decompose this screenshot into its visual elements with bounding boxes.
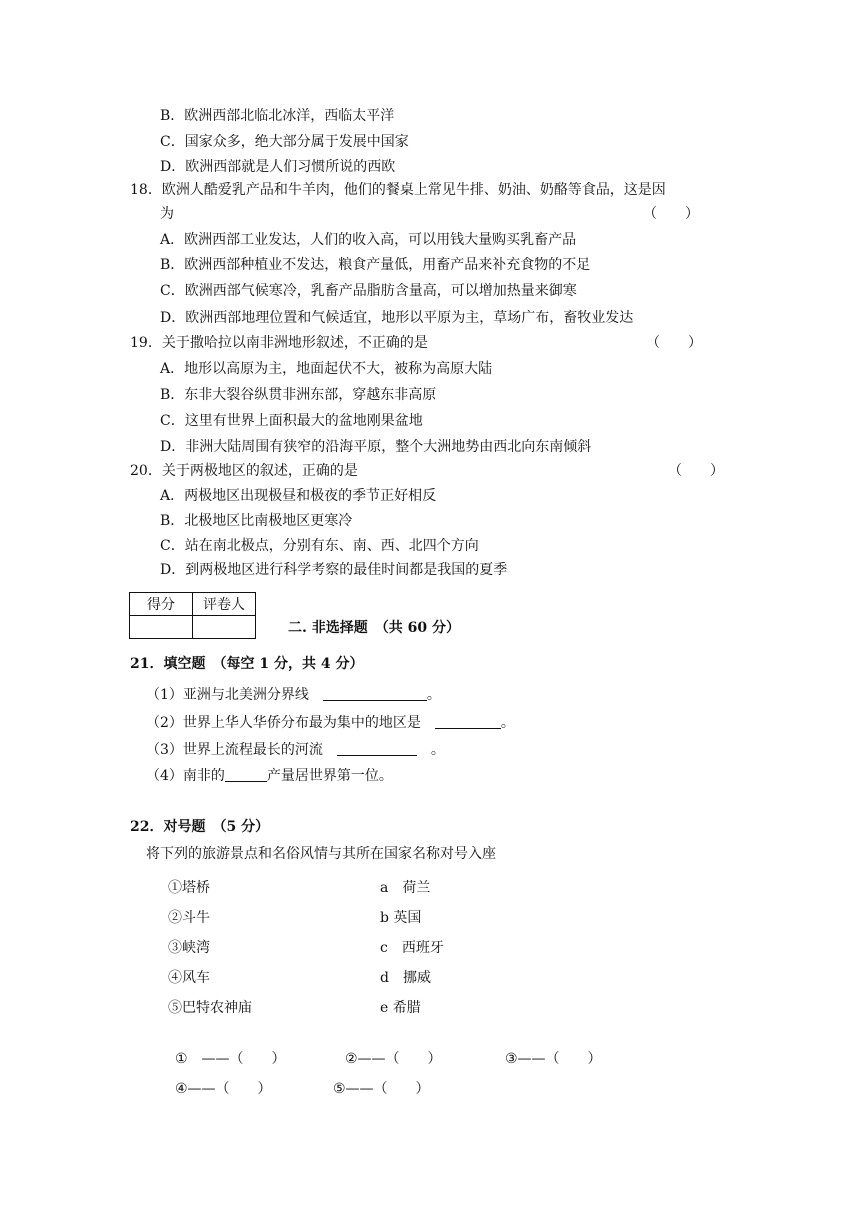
q18-answer-paren: （ ） [643, 206, 699, 222]
grader-cell[interactable] [193, 616, 256, 639]
q22-left-1: ①塔桥 [168, 880, 210, 896]
q21-item-2-end: 。 [500, 715, 515, 731]
q21-blank-3[interactable] [337, 741, 417, 756]
q17-option-d: D．欧洲西部就是人们习惯所说的西欧 [160, 159, 396, 175]
grader-header: 评卷人 [193, 593, 256, 616]
q22-answer-1[interactable]: ① ——（ ） [175, 1051, 286, 1067]
q21-blank-4[interactable] [225, 767, 267, 782]
q20-option-b: B．北极地区比南极地区更寒冷 [160, 513, 353, 529]
q22-left-3: ③峡湾 [168, 940, 210, 956]
q22-right-b: b 英国 [380, 910, 422, 926]
q20-option-c: C．站在南北极点，分别有东、南、西、北四个方向 [160, 538, 479, 554]
q22-right-a: a 荷兰 [380, 880, 431, 896]
q21-item-1-end: 。 [426, 687, 441, 703]
q21-item-4-text: （4）南非的 [146, 768, 225, 784]
q19-option-b: B．东非大裂谷纵贯非洲东部，穿越东非高原 [160, 387, 437, 403]
q22-instruction: 将下列的旅游景点和名俗风情与其所在国家名称对号入座 [146, 846, 496, 862]
q20-stem: 20．关于两极地区的叙述，正确的是 [130, 463, 358, 479]
q19-option-a: A．地形以高原为主，地面起伏不大，被称为高原大陆 [160, 361, 493, 377]
section2-title: 二. 非选择题 （共 60 分） [288, 620, 460, 636]
q21-item-4-end: 产量居世界第一位。 [266, 768, 393, 784]
q21-item-2-text: （2）世界上华人华侨分布最为集中的地区是 [146, 715, 435, 731]
q18-option-d: D．欧洲西部地理位置和气候适宜，地形以平原为主，草场广布，畜牧业发达 [160, 310, 634, 326]
q19-answer-paren: （ ） [646, 335, 702, 351]
q20-option-d: D．到两极地区进行科学考察的最佳时间都是我国的夏季 [160, 562, 508, 578]
q22-left-2: ②斗牛 [168, 910, 210, 926]
q22-answer-4[interactable]: ④——（ ） [175, 1081, 272, 1097]
q22-answer-3[interactable]: ③——（ ） [505, 1051, 602, 1067]
q22-answer-2[interactable]: ②——（ ） [345, 1051, 442, 1067]
q22-right-d: d 挪威 [380, 970, 431, 986]
score-table [129, 592, 256, 639]
q19-option-d: D．非洲大陆周围有狭窄的沿海平原，整个大洲地势由西北向东南倾斜 [160, 439, 592, 455]
q22-left-5: ⑤巴特农神庙 [168, 1000, 252, 1016]
q19-option-c: C．这里有世界上面积最大的盆地刚果盆地 [160, 413, 423, 429]
q21-item-4 [146, 767, 393, 785]
q18-option-b: B．欧洲西部种植业不发达，粮食产量低，用畜产品来补充食物的不足 [160, 257, 591, 273]
q17-option-b: B．欧洲西部北临北冰洋，西临太平洋 [160, 108, 395, 124]
q18-option-a: A．欧洲西部工业发达，人们的收入高，可以用钱大量购买乳畜产品 [160, 232, 577, 248]
q22-right-c: c 西班牙 [380, 940, 444, 956]
q19-stem: 19．关于撒哈拉以南非洲地形叙述，不正确的是 [130, 335, 428, 351]
q18-stem-line2: 为 [160, 206, 174, 222]
q21-title: 21．填空题 （每空 1 分，共 4 分） [130, 656, 364, 672]
score-cell[interactable] [130, 616, 193, 639]
q21-item-3-text: （3）世界上流程最长的河流 [146, 742, 337, 758]
q22-title: 22．对号题 （5 分） [130, 819, 270, 835]
q22-left-4: ④风车 [168, 970, 210, 986]
q21-blank-2[interactable] [435, 714, 501, 729]
q21-item-3-end: 。 [416, 742, 445, 758]
q22-answer-5[interactable]: ⑤——（ ） [333, 1081, 430, 1097]
q21-item-3 [146, 741, 445, 759]
q21-item-1 [146, 686, 441, 704]
q21-item-1-text: （1）亚洲与北美洲分界线 [146, 687, 323, 703]
score-header: 得分 [130, 593, 193, 616]
q21-blank-1[interactable] [323, 686, 427, 701]
q22-right-e: e 希腊 [380, 1000, 421, 1016]
q21-item-2 [146, 714, 515, 732]
q17-option-c: C．国家众多，绝大部分属于发展中国家 [160, 134, 409, 150]
q20-answer-paren: （ ） [668, 463, 724, 479]
q18-option-c: C．欧洲西部气候寒冷，乳畜产品脂肪含量高，可以增加热量来御寒 [160, 283, 577, 299]
q18-stem-line1: 18．欧洲人酷爱乳产品和牛羊肉，他们的餐桌上常见牛排、奶油、奶酪等食品，这是因 [130, 182, 666, 198]
q20-option-a: A．两极地区出现极昼和极夜的季节正好相反 [160, 488, 437, 504]
